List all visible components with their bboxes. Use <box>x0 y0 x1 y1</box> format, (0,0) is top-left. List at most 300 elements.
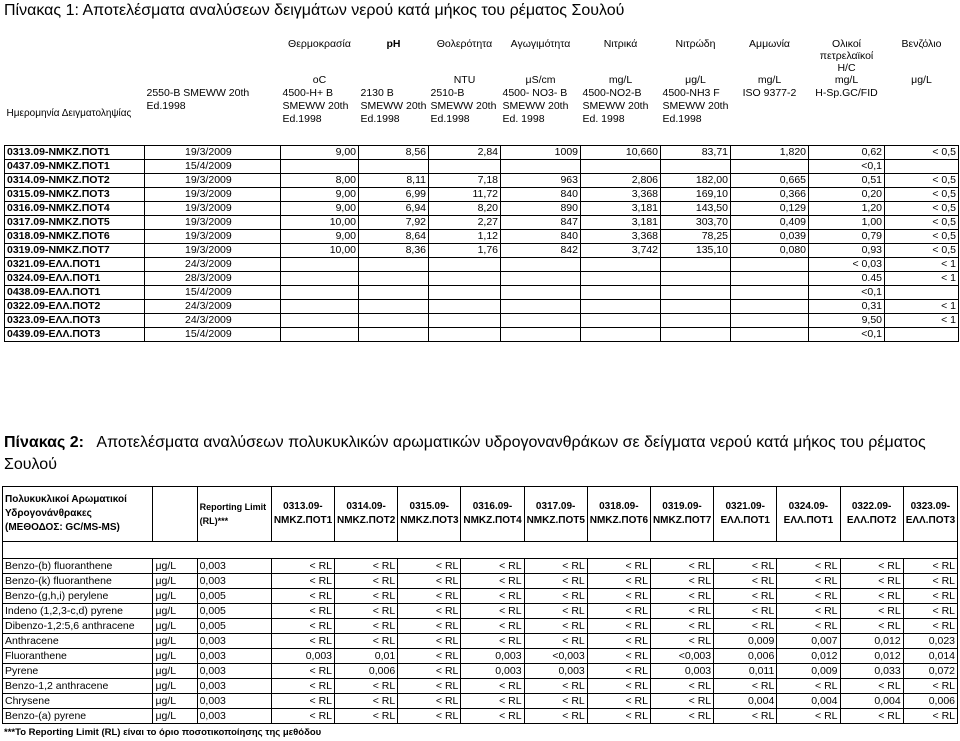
value-cell: < 1 <box>885 313 959 327</box>
value-cell: < RL <box>461 589 524 604</box>
value-cell: < RL <box>650 619 713 634</box>
value-cell: 0,003 <box>461 664 524 679</box>
unit-cell: μg/L <box>685 74 706 86</box>
value-cell: < RL <box>903 589 957 604</box>
table-row <box>5 299 959 313</box>
table-row <box>3 679 958 694</box>
value-cell: < RL <box>840 574 903 589</box>
value-cell <box>581 257 661 271</box>
sample-id-cell: 0318.09-ΝΜΚΖ.ΠΟΤ6 <box>5 229 145 243</box>
table2-title-text: Αποτελέσματα αναλύσεων πολυκυκλικών αρωματικών υδρογονανθράκων σε δείγματα νερού κατά μήκος του ρέματος Σουλού <box>4 434 926 473</box>
table-row <box>5 271 959 285</box>
unit-cell: μg/L <box>911 74 932 86</box>
value-cell: 9,00 <box>281 145 359 159</box>
param-header: Θερμοκρασία <box>288 38 351 50</box>
unit-cell: oC <box>312 74 327 86</box>
value-cell: < 1 <box>885 299 959 313</box>
method-cell: 4500-NH3 F SMEWW 20th Ed.1998 <box>662 87 729 125</box>
sample-header: 0319.09-ΝΜΚΖ.ΠΟΤ7 <box>650 487 713 542</box>
pah-table <box>2 486 958 724</box>
value-cell: < RL <box>650 709 713 724</box>
rl-header: Reporting Limit (RL)*** <box>197 487 271 542</box>
results-table-body <box>5 145 959 341</box>
results-table <box>4 38 959 342</box>
value-cell: 0,012 <box>840 649 903 664</box>
value-cell <box>501 257 581 271</box>
method-cell: 2130 B SMEWW 20th Ed.1998 <box>360 87 427 125</box>
value-cell: < RL <box>714 559 777 574</box>
sample-header: 0315.09-ΝΜΚΖ.ΠΟΤ3 <box>398 487 461 542</box>
sample-id-cell: 0322.09-ΕΛΛ.ΠΟΤ2 <box>5 299 145 313</box>
value-cell: < RL <box>461 604 524 619</box>
date-cell: 19/3/2009 <box>145 243 281 257</box>
value-cell <box>731 257 809 271</box>
value-cell <box>281 257 359 271</box>
unit-cell: NTU <box>453 74 476 86</box>
value-cell: 10,660 <box>581 145 661 159</box>
value-cell: < RL <box>335 694 398 709</box>
value-cell: < RL <box>650 634 713 649</box>
unit-cell: μg/L <box>153 664 197 679</box>
rl-cell: 0,003 <box>197 679 271 694</box>
unit-cell: mg/L <box>608 74 633 86</box>
sample-header: 0322.09-ΕΛΛ.ΠΟΤ2 <box>840 487 903 542</box>
table-row <box>3 589 958 604</box>
sample-header: 0324.09-ΕΛΛ.ΠΟΤ1 <box>777 487 840 542</box>
date-header: Ημερομηνία Δειγματοληψίας <box>6 107 132 119</box>
method-cell: 4500- NO3- B SMEWW 20th Ed. 1998 <box>502 87 569 125</box>
value-cell <box>661 257 731 271</box>
value-cell <box>501 285 581 299</box>
value-cell: < RL <box>840 589 903 604</box>
value-cell: 83,71 <box>661 145 731 159</box>
param-header: Αγωγιμότητα <box>510 38 571 50</box>
value-cell: < RL <box>398 634 461 649</box>
table2-title-label: Πίνακας 2: <box>4 434 84 451</box>
value-cell: 0,003 <box>650 664 713 679</box>
sample-header: 0313.09-ΝΜΚΖ.ΠΟΤ1 <box>271 487 334 542</box>
value-cell: < RL <box>650 589 713 604</box>
value-cell: < RL <box>650 559 713 574</box>
value-cell: 0,004 <box>840 694 903 709</box>
sample-id-cell: 0313.09-ΝΜΚΖ.ΠΟΤ1 <box>5 145 145 159</box>
value-cell <box>661 327 731 341</box>
value-cell: 7,92 <box>359 215 429 229</box>
value-cell: 0.45 <box>809 271 885 285</box>
value-cell: 0,006 <box>714 649 777 664</box>
table-row <box>5 313 959 327</box>
value-cell: 9,00 <box>281 229 359 243</box>
value-cell: 1,00 <box>809 215 885 229</box>
unit-cell: μg/L <box>153 589 197 604</box>
date-cell: 24/3/2009 <box>145 299 281 313</box>
value-cell: < RL <box>271 604 334 619</box>
value-cell: < RL <box>777 589 840 604</box>
value-cell: 1,76 <box>429 243 501 257</box>
unit-cell: mg/L <box>757 74 782 86</box>
value-cell: 169,10 <box>661 187 731 201</box>
value-cell: < 0,03 <box>809 257 885 271</box>
value-cell: 3,181 <box>581 215 661 229</box>
value-cell: < 0,5 <box>885 215 959 229</box>
value-cell: < RL <box>398 619 461 634</box>
value-cell: < RL <box>840 709 903 724</box>
value-cell: < RL <box>398 664 461 679</box>
value-cell: < RL <box>335 589 398 604</box>
date-cell: 19/3/2009 <box>145 173 281 187</box>
value-cell <box>281 271 359 285</box>
value-cell: 890 <box>501 201 581 215</box>
value-cell <box>731 271 809 285</box>
value-cell: < RL <box>335 634 398 649</box>
value-cell: < RL <box>398 589 461 604</box>
sample-id-cell: 0316.09-ΝΜΚΖ.ΠΟΤ4 <box>5 201 145 215</box>
unit-cell: μg/L <box>153 649 197 664</box>
value-cell: 0,004 <box>777 694 840 709</box>
date-cell: 15/4/2009 <box>145 285 281 299</box>
value-cell: < RL <box>271 619 334 634</box>
value-cell <box>281 327 359 341</box>
rl-cell: 0,003 <box>197 559 271 574</box>
value-cell: < RL <box>524 559 587 574</box>
param-header: pH <box>386 38 401 50</box>
value-cell <box>885 285 959 299</box>
value-cell: < RL <box>524 634 587 649</box>
value-cell <box>661 271 731 285</box>
table-row <box>3 604 958 619</box>
rl-cell: 0,003 <box>197 634 271 649</box>
value-cell <box>731 313 809 327</box>
value-cell: < RL <box>524 694 587 709</box>
value-cell: 1,820 <box>731 145 809 159</box>
value-cell: < RL <box>398 574 461 589</box>
compound-cell: Benzo-(g,h,i) perylene <box>3 589 153 604</box>
value-cell: 0,31 <box>809 299 885 313</box>
value-cell <box>885 327 959 341</box>
value-cell: < RL <box>903 574 957 589</box>
sample-header: 0323.09-ΕΛΛ.ΠΟΤ3 <box>903 487 957 542</box>
table-row <box>5 159 959 173</box>
value-cell <box>661 285 731 299</box>
value-cell: 0,003 <box>524 664 587 679</box>
value-cell: 6,99 <box>359 187 429 201</box>
unit-cell: μg/L <box>153 619 197 634</box>
value-cell: 0,033 <box>840 664 903 679</box>
value-cell <box>359 299 429 313</box>
value-cell: < RL <box>714 574 777 589</box>
value-cell: < 1 <box>885 271 959 285</box>
value-cell: 0,014 <box>903 649 957 664</box>
value-cell: < RL <box>461 679 524 694</box>
date-cell: 24/3/2009 <box>145 313 281 327</box>
value-cell: 840 <box>501 229 581 243</box>
value-cell: 6,94 <box>359 201 429 215</box>
value-cell: 3,181 <box>581 201 661 215</box>
value-cell: < RL <box>587 679 650 694</box>
value-cell: < RL <box>587 709 650 724</box>
param-header: Νιτρικά <box>603 38 638 50</box>
value-cell: < RL <box>587 574 650 589</box>
sample-header: 0316.09-ΝΜΚΖ.ΠΟΤ4 <box>461 487 524 542</box>
value-cell: < RL <box>777 709 840 724</box>
table-row <box>3 619 958 634</box>
value-cell: 840 <box>501 187 581 201</box>
sample-header: 0317.09-ΝΜΚΖ.ΠΟΤ5 <box>524 487 587 542</box>
rl-cell: 0,003 <box>197 694 271 709</box>
value-cell: < RL <box>777 679 840 694</box>
unit-cell: μg/L <box>153 559 197 574</box>
value-cell: < RL <box>524 679 587 694</box>
compound-cell: Indeno (1,2,3-c,d) pyrene <box>3 604 153 619</box>
unit-cell: μg/L <box>153 709 197 724</box>
value-cell <box>359 271 429 285</box>
value-cell: 10,00 <box>281 215 359 229</box>
value-cell: < RL <box>398 604 461 619</box>
date-cell: 19/3/2009 <box>145 145 281 159</box>
value-cell: < RL <box>524 604 587 619</box>
value-cell: < RL <box>903 679 957 694</box>
value-cell: 135,10 <box>661 243 731 257</box>
value-cell: < RL <box>903 559 957 574</box>
value-cell: < RL <box>650 679 713 694</box>
table-row <box>5 215 959 229</box>
value-cell: < 0,5 <box>885 145 959 159</box>
value-cell <box>581 313 661 327</box>
value-cell: < RL <box>714 619 777 634</box>
value-cell: 0,003 <box>271 649 334 664</box>
value-cell <box>661 159 731 173</box>
table-row <box>5 145 959 159</box>
value-cell: < RL <box>587 559 650 574</box>
value-cell: < RL <box>903 709 957 724</box>
value-cell: < RL <box>650 574 713 589</box>
compound-cell: Benzo-(k) fluoranthene <box>3 574 153 589</box>
table-row <box>3 694 958 709</box>
value-cell: 1,12 <box>429 229 501 243</box>
value-cell: <0,003 <box>524 649 587 664</box>
value-cell <box>581 271 661 285</box>
value-cell: < RL <box>587 649 650 664</box>
value-cell <box>281 299 359 313</box>
table1-title <box>4 2 624 20</box>
value-cell: < RL <box>271 559 334 574</box>
sample-id-cell: 0321.09-ΕΛΛ.ΠΟΤ1 <box>5 257 145 271</box>
value-cell: < RL <box>271 589 334 604</box>
value-cell: 0,012 <box>777 649 840 664</box>
value-cell: < RL <box>398 679 461 694</box>
value-cell: 10,00 <box>281 243 359 257</box>
value-cell <box>581 285 661 299</box>
value-cell <box>731 327 809 341</box>
value-cell: < RL <box>587 634 650 649</box>
value-cell: < 1 <box>885 257 959 271</box>
value-cell: < RL <box>587 694 650 709</box>
value-cell: < RL <box>271 709 334 724</box>
value-cell: < RL <box>777 574 840 589</box>
sample-id-cell: 0323.09-ΕΛΛ.ΠΟΤ3 <box>5 313 145 327</box>
value-cell: < RL <box>714 604 777 619</box>
compound-cell: Benzo-(b) fluoranthene <box>3 559 153 574</box>
value-cell <box>429 257 501 271</box>
rl-cell: 0,005 <box>197 604 271 619</box>
table-row <box>3 664 958 679</box>
value-cell: 0,665 <box>731 173 809 187</box>
value-cell: < RL <box>840 679 903 694</box>
date-cell: 24/3/2009 <box>145 257 281 271</box>
pah-col1-header: Πολυκυκλικοί Αρωματικοί Υδρογονάνθρακες (ΜΕΘΟΔΟΣ: GC/MS-MS) <box>3 487 153 542</box>
value-cell: < RL <box>903 619 957 634</box>
value-cell: < RL <box>335 709 398 724</box>
compound-cell: Pyrene <box>3 664 153 679</box>
table1-title-text: Αποτελέσματα αναλύσεων δειγμάτων νερού κατά μήκος του ρέματος Σουλού <box>78 2 625 19</box>
sample-id-cell: 0438.09-ΕΛΛ.ΠΟΤ1 <box>5 285 145 299</box>
value-cell: 8,36 <box>359 243 429 257</box>
sample-id-cell: 0437.09-ΝΜΚΖ.ΠΟΤ1 <box>5 159 145 173</box>
param-header: Αμμωνία <box>749 38 790 50</box>
date-cell: 15/4/2009 <box>145 327 281 341</box>
value-cell: 0,93 <box>809 243 885 257</box>
value-cell: <0,1 <box>809 285 885 299</box>
value-cell <box>731 285 809 299</box>
value-cell: < RL <box>271 694 334 709</box>
value-cell <box>281 285 359 299</box>
value-cell: 3,368 <box>581 229 661 243</box>
table2-title <box>4 432 944 476</box>
value-cell: 3,742 <box>581 243 661 257</box>
value-cell: < RL <box>461 574 524 589</box>
rl-cell: 0,003 <box>197 574 271 589</box>
rl-cell: 0,005 <box>197 619 271 634</box>
value-cell: < RL <box>714 589 777 604</box>
value-cell <box>501 299 581 313</box>
value-cell <box>359 159 429 173</box>
value-cell <box>885 159 959 173</box>
sample-header: 0318.09-ΝΜΚΖ.ΠΟΤ6 <box>587 487 650 542</box>
value-cell: < RL <box>587 619 650 634</box>
unit-cell: mg/L <box>834 74 859 86</box>
method-cell: 2550-B SMEWW 20th Ed.1998 <box>146 87 250 112</box>
compound-cell: Chrysene <box>3 694 153 709</box>
value-cell: < RL <box>714 679 777 694</box>
value-cell: 11,72 <box>429 187 501 201</box>
compound-cell: Dibenzo-1,2:5,6 anthracene <box>3 619 153 634</box>
unit-cell: μg/L <box>153 574 197 589</box>
value-cell: 0,003 <box>461 649 524 664</box>
value-cell: 8,64 <box>359 229 429 243</box>
value-cell: 0,366 <box>731 187 809 201</box>
method-cell: H-Sp.GC/FID <box>815 87 878 99</box>
value-cell: 0,009 <box>714 634 777 649</box>
value-cell: 847 <box>501 215 581 229</box>
value-cell: 3,368 <box>581 187 661 201</box>
param-header-row <box>5 38 959 74</box>
method-cell: 4500-H+ B SMEWW 20th Ed.1998 <box>282 87 349 125</box>
method-cell: 2510-B SMEWW 20th Ed.1998 <box>430 87 497 125</box>
value-cell: < RL <box>335 619 398 634</box>
value-cell: 8,11 <box>359 173 429 187</box>
value-cell <box>501 327 581 341</box>
value-cell <box>731 299 809 313</box>
table-row <box>5 327 959 341</box>
value-cell: < RL <box>461 634 524 649</box>
value-cell: < RL <box>398 694 461 709</box>
value-cell: 842 <box>501 243 581 257</box>
value-cell: < 0,5 <box>885 243 959 257</box>
value-cell: < 0,5 <box>885 229 959 243</box>
value-cell: < RL <box>461 619 524 634</box>
value-cell: 0,012 <box>840 634 903 649</box>
value-cell: < RL <box>777 619 840 634</box>
table-row <box>5 229 959 243</box>
value-cell: 0,039 <box>731 229 809 243</box>
rl-cell: 0,005 <box>197 589 271 604</box>
value-cell: < RL <box>587 604 650 619</box>
value-cell: 182,00 <box>661 173 731 187</box>
date-cell: 19/3/2009 <box>145 229 281 243</box>
sample-header: 0321.09-ΕΛΛ.ΠΟΤ1 <box>714 487 777 542</box>
value-cell <box>661 299 731 313</box>
value-cell: < 0,5 <box>885 187 959 201</box>
value-cell: < RL <box>524 709 587 724</box>
table1-title-label: Πίνακας 1: <box>4 2 79 19</box>
value-cell: 0,011 <box>714 664 777 679</box>
value-cell <box>501 313 581 327</box>
value-cell: < RL <box>524 619 587 634</box>
value-cell: < RL <box>524 574 587 589</box>
compound-cell: Benzo-1,2 anthracene <box>3 679 153 694</box>
value-cell: 0,080 <box>731 243 809 257</box>
units-row <box>5 74 959 87</box>
value-cell: 0,007 <box>777 634 840 649</box>
value-cell: 8,20 <box>429 201 501 215</box>
value-cell: < RL <box>840 559 903 574</box>
value-cell: < RL <box>777 604 840 619</box>
rl-cell: 0,003 <box>197 709 271 724</box>
value-cell: 8,00 <box>281 173 359 187</box>
value-cell: 8,56 <box>359 145 429 159</box>
method-cell: 4500-NO2-B SMEWW 20th Ed. 1998 <box>582 87 649 125</box>
sample-id-cell: 0324.09-ΕΛΛ.ΠΟΤ1 <box>5 271 145 285</box>
rl-cell: 0,003 <box>197 664 271 679</box>
date-cell: 15/4/2009 <box>145 159 281 173</box>
date-cell: 28/3/2009 <box>145 271 281 285</box>
value-cell: 0,62 <box>809 145 885 159</box>
value-cell <box>281 159 359 173</box>
table-row <box>3 574 958 589</box>
rl-cell: 0,003 <box>197 649 271 664</box>
table-row <box>5 257 959 271</box>
table-row <box>5 201 959 215</box>
value-cell: 2,806 <box>581 173 661 187</box>
value-cell: < RL <box>587 664 650 679</box>
value-cell: 0,004 <box>714 694 777 709</box>
value-cell: < RL <box>271 574 334 589</box>
param-header: Βενζόλιο <box>901 38 942 50</box>
value-cell: 1009 <box>501 145 581 159</box>
unit-cell: μg/L <box>153 634 197 649</box>
table-row <box>5 187 959 201</box>
value-cell <box>581 159 661 173</box>
value-cell <box>501 271 581 285</box>
param-header: Ολικοί πετρελαϊκοί H/C <box>819 38 874 74</box>
date-cell: 19/3/2009 <box>145 215 281 229</box>
pah-table-body <box>3 559 958 724</box>
value-cell: < RL <box>461 709 524 724</box>
value-cell: 2,27 <box>429 215 501 229</box>
table-row <box>3 649 958 664</box>
value-cell <box>661 313 731 327</box>
value-cell <box>581 299 661 313</box>
